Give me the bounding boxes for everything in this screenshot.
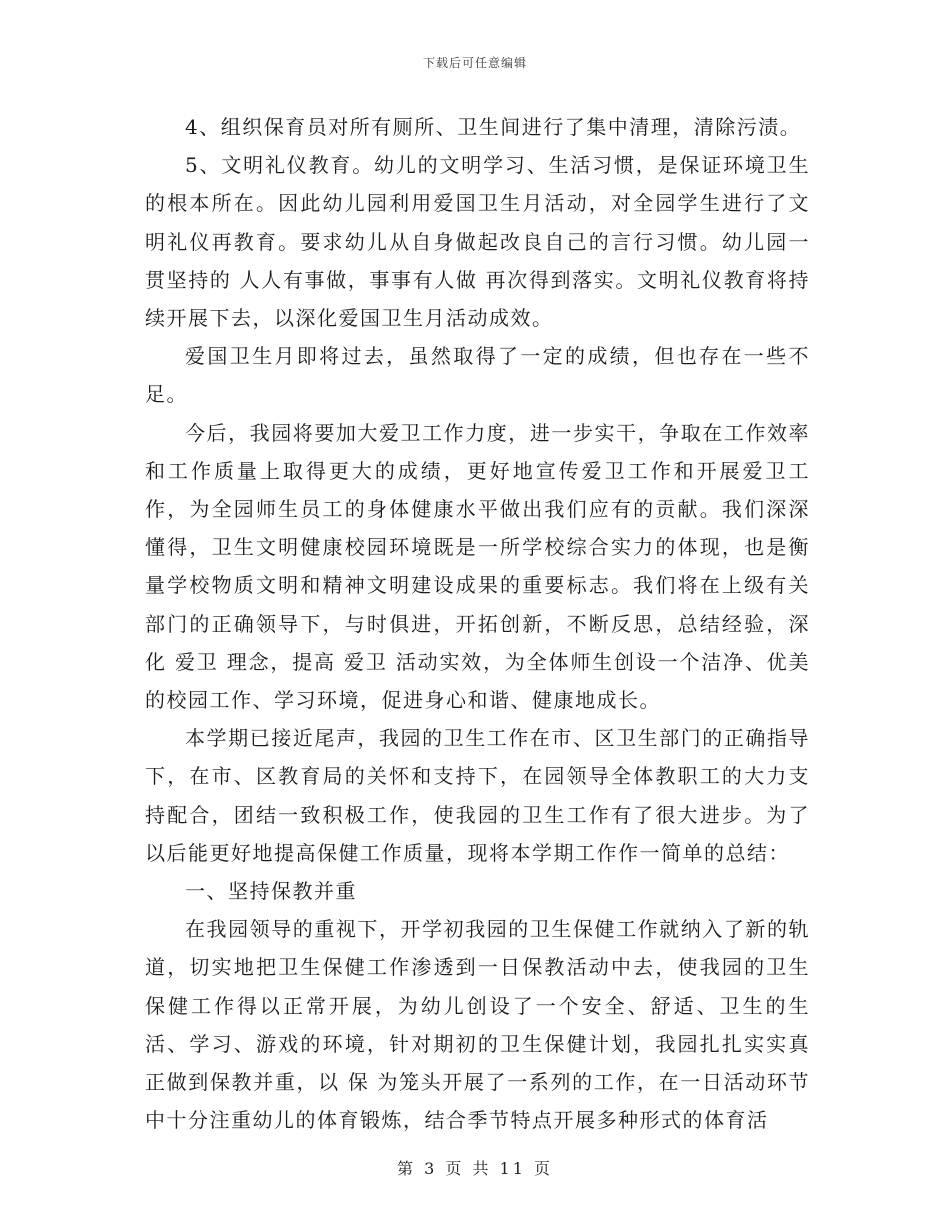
- paragraph-month-ending: 爱国卫生月即将过去，虽然取得了一定的成绩，但也存在一些不足。: [145, 344, 810, 407]
- section-heading: 一、坚持保教并重: [185, 879, 357, 904]
- page-header: 下载后可任意编辑: [422, 56, 527, 70]
- paragraph-cleaning: 4、组织保育员对所有厕所、卫生间进行了集中清理，清除污渍。: [185, 115, 802, 139]
- page-number: 第 3 页 共 11 页: [397, 1159, 553, 1178]
- paragraph-health-care-work: 在我园领导的重视下，开学初我园的卫生保健工作就纳入了新的轨道，切实地把卫生保健工作渗透到一日保教活动中去，使我园的卫生保健工作得以正常开展，为幼儿创设了一个安全、舒适、卫生的生活、学习、游戏的环境，针对期初的卫生保健计划，我园扎扎实实真正做到保教并重，以 保 为笼头开展了一系列的工作，在一日活动环节中十分注重幼儿的体育锻炼，结合季节特点开展多种形式的体育活: [145, 917, 810, 1133]
- paragraph-future-plans: 今后，我园将要加大爱卫工作力度，进一步实干，争取在工作效率和工作质量上取得更大的成绩，更好地宣传爱卫工作和开展爱卫工作，为全园师生员工的身体健康水平做出我们应有的贡献。我们深深懂得，卫生文明健康校园环境既是一所学校综合实力的体现，也是衡量学校物质文明和精神文明建设成果的重要标志。我们将在上级有关部门的正确领导下，与时俱进，开拓创新，不断反思，总结经验，深化 爱卫 理念，提高 爱卫 活动实效，为全体师生创设一个洁净、优美的校园工作、学习环境，促进身心和谐、健康地成长。: [145, 420, 810, 713]
- document-body: [145, 108, 810, 1139]
- paragraph-etiquette-education: 5、文明礼仪教育。幼儿的文明学习、生活习惯，是保证环境卫生的根本所在。因此幼儿园利用爱国卫生月活动，对全园学生进行了文明礼仪再教育。要求幼儿从自身做起改良自己的言行习惯。幼儿园一贯坚持的 人人有事做，事事有人做 再次得到落实。文明礼仪教育将持续开展下去，以深化爱国卫生月活动成效。: [145, 153, 810, 331]
- paragraph-semester-summary: 本学期已接近尾声，我园的卫生工作在市、区卫生部门的正确指导下，在市、区教育局的关怀和支持下，在园领导全体教职工的大力支持配合，团结一致积极工作，使我园的卫生工作有了很大进步。为了以后能更好地提高保健工作质量，现将本学期工作作一简单的总结：: [145, 726, 810, 865]
